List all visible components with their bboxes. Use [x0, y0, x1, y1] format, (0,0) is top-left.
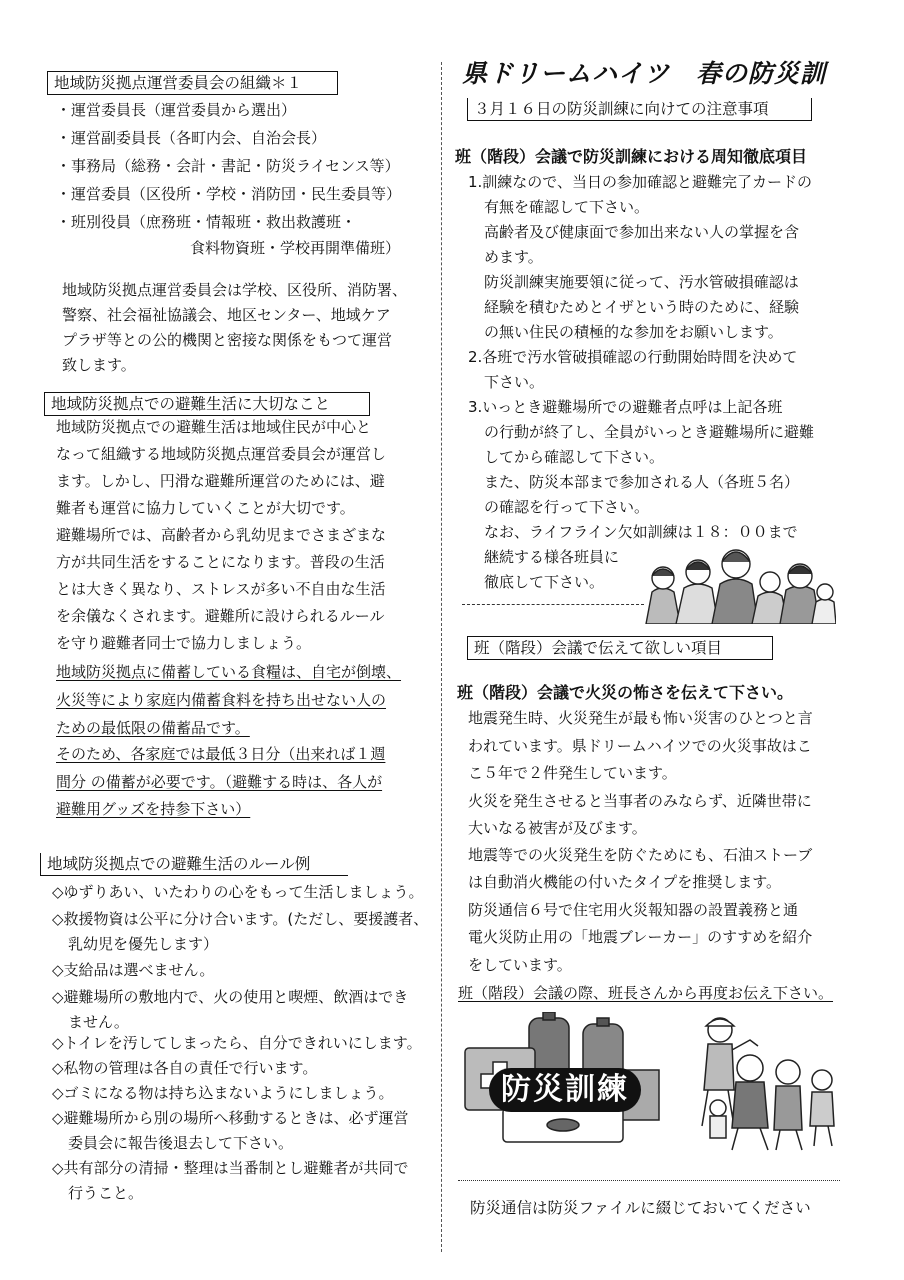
- rule-8-cont: 委員会に報告後退去して下さい。: [68, 1134, 294, 1152]
- org-item-5: ・班別役員（庶務班・情報班・救出救護班・: [56, 213, 357, 231]
- rule-4: ◇避難場所の敷地内で、火の使用と喫煙、飲酒はでき: [52, 988, 409, 1006]
- drill-item-1c: 高齢者及び健康面で参加出来ない人の掌握を含: [484, 223, 800, 241]
- drill-subheading: 班（階段）会議で防災訓練における周知徹底項目: [455, 147, 808, 166]
- rules-heading: 地域防災拠点での避難生活のルール例: [40, 853, 348, 876]
- fire-line-6: 地震等での火災発生を防ぐためにも、石油ストーブ: [468, 846, 813, 864]
- org-desc-3: プラザ等との公的機関と密接な関係をもつて運営: [62, 331, 393, 349]
- org-desc-1: 地域防災拠点運営委員会は学校、区役所、消防署、: [62, 281, 408, 299]
- rule-1: ◇ゆずりあい、いたわりの心をもって生活しましょう。: [52, 883, 424, 901]
- stock-line-3: ための最低限の備蓄品です。: [56, 719, 250, 737]
- important-line-5: 避難場所では、高齢者から乳幼児までさまざまな: [56, 526, 387, 544]
- org-heading: 地域防災拠点運営委員会の組織＊１: [47, 71, 338, 95]
- drill-item-1f: 経験を積むためとイザという時のために、経験: [484, 298, 800, 316]
- important-heading: 地域防災拠点での避難生活に大切なこと: [44, 392, 370, 416]
- fire-line-9: 電火災防止用の「地震ブレーカー」のすすめを紹介: [468, 928, 813, 946]
- important-line-9: を守り避難者同士で協力しましょう。: [56, 634, 312, 652]
- stock-line-6: 避難用グッズを持参下さい）: [56, 800, 251, 818]
- stock-line-2: 火災等により家庭内備蓄食料を持ち出せない人の: [56, 691, 387, 709]
- page-title: 県ドリームハイツ 春の防災訓: [462, 59, 827, 88]
- drill-banner: 防災訓練: [489, 1068, 641, 1112]
- org-item-3: ・事務局（総務・会計・書記・防災ライセンス等）: [56, 157, 400, 175]
- footer-note: 防災通信は防災ファイルに綴じておいてください: [470, 1199, 811, 1217]
- fire-underlined-note: 班（階段）会議の際、班長さんから再度お伝え下さい。: [458, 984, 834, 1002]
- fire-line-3: こ５年で２件発生しています。: [468, 764, 677, 782]
- drill-item-1d: めます。: [484, 248, 543, 266]
- drill-item-1g: の無い住民の積極的な参加をお願いします。: [484, 323, 783, 341]
- drill-item-3: 3.いっとき避難場所での避難者点呼は上記各班: [468, 398, 783, 416]
- stock-line-1: 地域防災拠点に備蓄している食糧は、自宅が倒壊、: [56, 663, 402, 681]
- important-line-7: とは大きく異なり、ストレスが多い不自由な生活: [56, 580, 386, 598]
- important-line-3: ます。しかし、円滑な避難所運営のためには、避: [56, 472, 385, 490]
- drill-illustration: [463, 1012, 663, 1144]
- footer-dotted-divider: [458, 1180, 840, 1181]
- drill-item-3b: の行動が終了し、全員がいっとき避難場所に避難: [484, 423, 815, 441]
- important-line-8: を余儀なくされます。避難所に設けられるルール: [56, 607, 385, 625]
- fire-line-5: 大いなる被害が及びます。: [468, 819, 647, 837]
- rule-8: ◇避難場所から別の場所へ移動するときは、必ず運営: [52, 1109, 409, 1127]
- rule-9-cont: 行うこと。: [68, 1184, 144, 1202]
- important-line-4: 難者も運営に協力していくことが大切です。: [56, 499, 355, 517]
- fire-line-10: をしています。: [468, 956, 572, 974]
- evacuating-family-illustration: [688, 1010, 838, 1154]
- org-item-4: ・運営委員（区役所・学校・消防団・民生委員等）: [56, 185, 402, 203]
- org-item-2: ・運営副委員長（各町内会、自治会長）: [56, 129, 327, 147]
- org-desc-4: 致します。: [62, 356, 136, 374]
- fire-line-2: われています。県ドリームハイツでの火災事故はこ: [468, 737, 812, 755]
- drill-item-2b: 下さい。: [484, 373, 545, 391]
- rule-6: ◇私物の管理は各自の責任で行います。: [52, 1059, 318, 1077]
- drill-item-3d: また、防災本部まで参加される人（各班５名）: [484, 473, 800, 491]
- important-line-6: 方が共同生活をすることになります。普段の生活: [56, 553, 385, 571]
- drill-item-3e: の確認を行って下さい。: [484, 498, 650, 516]
- rule-9: ◇共有部分の清掃・整理は当番制とし避難者が共同で: [52, 1159, 409, 1177]
- fire-line-8: 防災通信６号で住宅用火災報知器の設置義務と通: [468, 901, 799, 919]
- important-line-2: なって組織する地域防災拠点運営委員会が運営し: [56, 445, 387, 463]
- drill-item-3f: なお、ライフライン欠如訓練は１８：００まで: [484, 523, 798, 541]
- fire-subheading: 班（階段）会議で火災の怖さを伝えて下さい。: [457, 683, 794, 702]
- column-divider: [441, 62, 442, 1252]
- fire-line-1: 地震発生時、火災発生が最も怖い災害のひとつと言: [468, 709, 813, 727]
- drill-item-1e: 防災訓練実施要領に従って、汚水管破損確認は: [484, 273, 799, 291]
- convey-heading: 班（階段）会議で伝えて欲しい項目: [467, 636, 773, 660]
- residents-illustration: [640, 540, 836, 624]
- drill-item-1: 1.訓練なので、当日の参加確認と避難完了カードの: [468, 173, 813, 191]
- important-line-1: 地域防災拠点での避難生活は地域住民が中心と: [56, 418, 372, 436]
- org-item-1: ・運営委員長（運営委員から選出）: [56, 101, 297, 119]
- section-dash-divider: [462, 604, 644, 605]
- rule-2-cont: 乳幼児を優先します）: [68, 935, 219, 953]
- rule-7: ◇ゴミになる物は持ち込まないようにしましょう。: [52, 1084, 394, 1102]
- drill-item-1b: 有無を確認して下さい。: [484, 198, 650, 216]
- rule-5: ◇トイレを汚してしまったら、自分できれいにします。: [52, 1034, 422, 1052]
- drill-item-3h: 徹底して下さい。: [484, 573, 605, 591]
- fire-line-7: は自動消火機能の付いたタイプを推奨します。: [468, 873, 782, 891]
- stock-line-5: 間分 の備蓄が必要です。（避難する時は、各人が: [56, 773, 383, 791]
- stock-line-4: そのため、各家庭では最低３日分（出来れば１週: [56, 745, 386, 763]
- rule-2: ◇救援物資は公平に分け合います。(ただし、要援護者、: [52, 910, 429, 928]
- rule-3: ◇支給品は選べません。: [52, 961, 215, 979]
- notice-heading: ３月１６日の防災訓練に向けての注意事項: [467, 98, 812, 121]
- fire-line-4: 火災を発生させると当事者のみならず、近隣世帯に: [468, 792, 812, 810]
- drill-item-2: 2.各班で汚水管破損確認の行動開始時間を決めて: [468, 348, 798, 366]
- org-desc-2: 警察、社会福祉協議会、地区センター、地域ケア: [62, 306, 391, 324]
- org-item-5-cont: 食料物資班・学校再開準備班）: [190, 239, 401, 257]
- drill-item-3g: 継続する様各班員に: [484, 548, 620, 566]
- rule-4-cont: ません。: [68, 1013, 129, 1031]
- drill-item-3c: してから確認して下さい。: [484, 448, 665, 466]
